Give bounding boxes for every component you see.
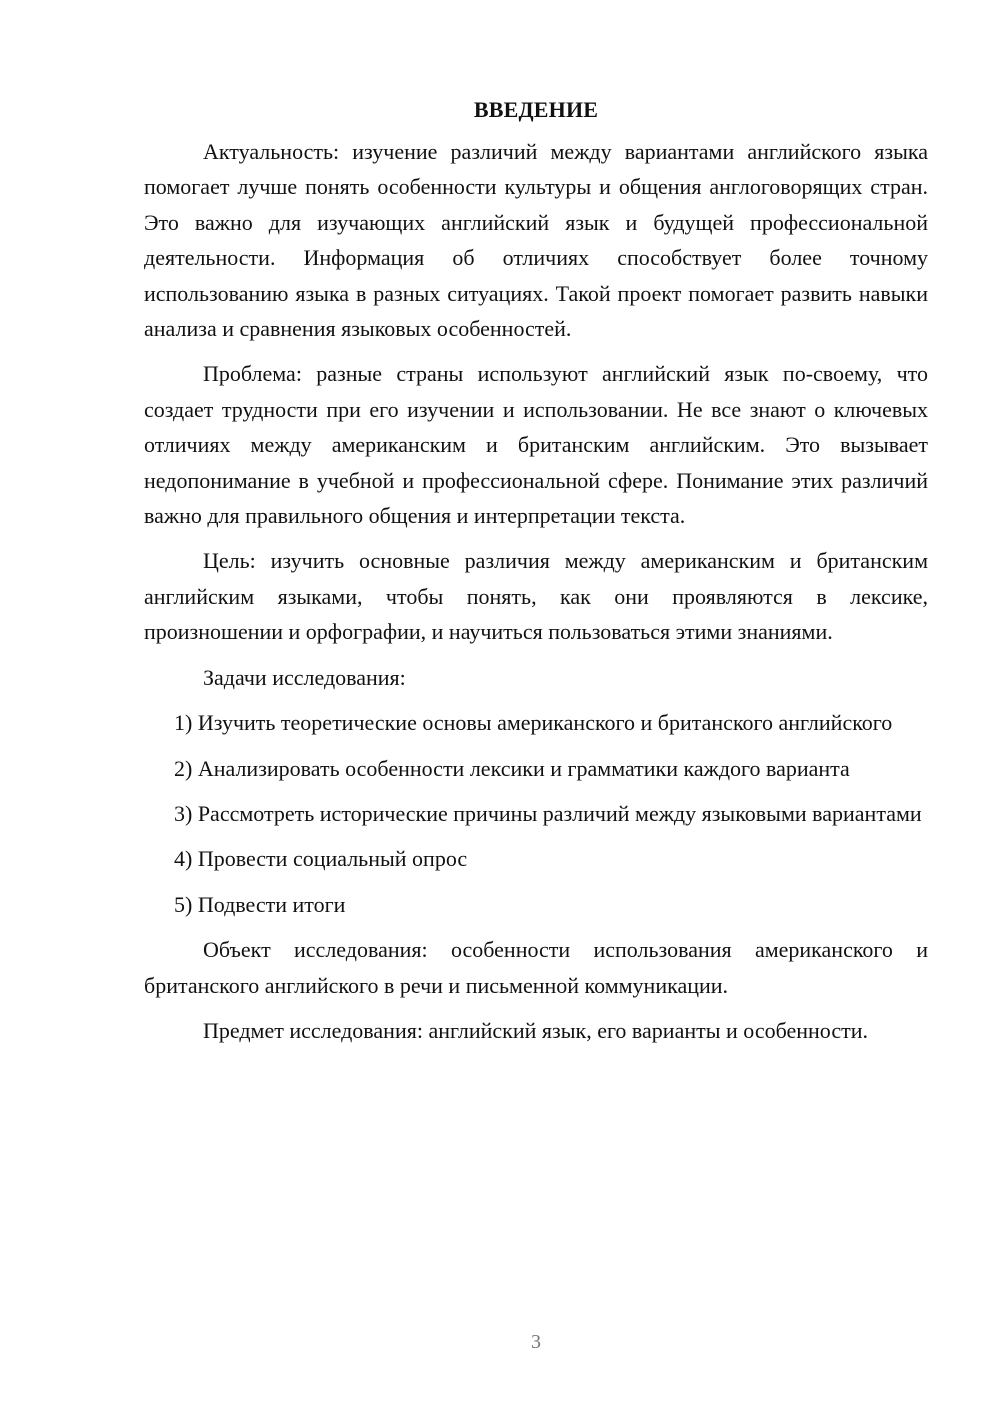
document-page: [144, 94, 928, 1048]
task-item-1: 1) Изучить теоретические основы американского и британского английского: [174, 710, 893, 736]
page-number: 3: [531, 1331, 541, 1353]
goal-paragraph: Цель: изучить основные различия между американским и британским английским языками, чтобы понять, как они проявляются в лексике, произношении и орфографии, и научиться пользоваться этими знаниями.: [144, 548, 928, 645]
task-item-3: 3) Рассмотреть исторические причины различий между языковыми вариантами: [174, 800, 922, 826]
subject-paragraph: Предмет исследования: английский язык, его варианты и особенности.: [203, 1017, 869, 1043]
object-paragraph: Объект исследования: особенности использования американского и британского английского в речи и письменной коммуникации.: [144, 937, 928, 998]
relevance-paragraph: Актуальность: изучение различий между вариантами английского языка помогает лучше понять особенности культуры и общения англоговорящих стран. Это важно для изучающих английский язык и будущей профессиональной деятельности. Информация об отличиях способствует более точному использованию языка в разных ситуациях. Такой проект помогает развить навыки анализа и сравнения языковых особенностей.: [144, 139, 928, 342]
task-item-2: 2) Анализировать особенности лексики и грамматики каждого варианта: [174, 755, 850, 781]
task-item-4: 4) Провести социальный опрос: [174, 846, 468, 872]
tasks-heading: Задачи исследования:: [203, 664, 406, 690]
problem-paragraph: Проблема: разные страны используют английский язык по-своему, что создает трудности при его изучении и использовании. Не все знают о ключевых отличиях между американским и британским английским. Это вызывает недопонимание в учебной и профессиональной сфере. Понимание этих различий важно для правильного общения и интерпретации текста.: [144, 361, 928, 529]
section-title: ВВЕДЕНИЕ: [473, 97, 599, 122]
task-item-5: 5) Подвести итоги: [174, 891, 346, 917]
